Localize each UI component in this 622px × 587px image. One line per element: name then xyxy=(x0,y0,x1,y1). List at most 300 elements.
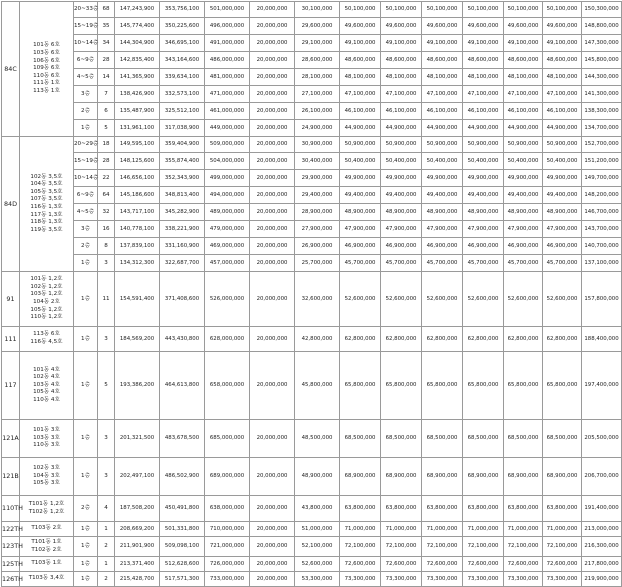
amount-cell: 509,098,100 xyxy=(160,537,205,557)
amount-cell: 50,900,000 xyxy=(340,137,381,153)
amount-cell: 49,600,000 xyxy=(422,18,463,35)
amount-cell: 138,426,900 xyxy=(115,86,160,103)
amount-cell: 42,800,000 xyxy=(295,327,340,352)
dong-line: T101동 1,2호 xyxy=(28,500,65,507)
unit-type: 91 xyxy=(2,272,20,327)
amount-cell: 148,200,000 xyxy=(582,187,622,204)
amount-cell: 49,600,000 xyxy=(504,18,543,35)
amount-cell: 211,901,900 xyxy=(115,537,160,557)
table-row xyxy=(2,103,622,120)
table-row xyxy=(2,557,622,572)
amount-cell: 29,100,000 xyxy=(295,35,340,52)
table-row xyxy=(2,18,622,35)
dong-list xyxy=(20,496,74,522)
dong-line: 107동 3,5호 xyxy=(30,196,63,203)
amount-cell: 27,900,000 xyxy=(295,221,340,238)
table-row xyxy=(2,537,622,557)
household-count-cell: 22 xyxy=(98,170,115,187)
amount-cell: 72,100,000 xyxy=(422,537,463,557)
amount-cell: 25,700,000 xyxy=(295,255,340,272)
amount-cell: 512,628,600 xyxy=(160,557,205,572)
amount-cell: 471,000,000 xyxy=(205,86,250,103)
amount-cell: 317,038,900 xyxy=(160,120,205,137)
amount-cell: 355,874,400 xyxy=(160,153,205,170)
table-row xyxy=(2,420,622,458)
floor-cell: 2층 xyxy=(74,103,98,120)
floor-cell: 1층 xyxy=(74,458,98,496)
amount-cell: 143,717,100 xyxy=(115,204,160,221)
dong-line: 101동 1,2호 xyxy=(30,276,63,283)
floor-cell: 4~5층 xyxy=(74,69,98,86)
amount-cell: 65,800,000 xyxy=(543,352,582,420)
amount-cell: 48,600,000 xyxy=(463,52,504,69)
amount-cell: 32,600,000 xyxy=(295,272,340,327)
amount-cell: 50,400,000 xyxy=(504,153,543,170)
table-row xyxy=(2,327,622,352)
amount-cell: 72,600,000 xyxy=(422,557,463,572)
amount-cell: 50,900,000 xyxy=(543,137,582,153)
floor-cell: 1층 xyxy=(74,557,98,572)
amount-cell: 46,900,000 xyxy=(543,238,582,255)
amount-cell: 49,600,000 xyxy=(381,18,422,35)
floor-cell: 15~19층 xyxy=(74,153,98,170)
amount-cell: 48,600,000 xyxy=(504,52,543,69)
amount-cell: 50,400,000 xyxy=(340,153,381,170)
amount-cell: 346,695,100 xyxy=(160,35,205,52)
amount-cell: 350,225,600 xyxy=(160,18,205,35)
amount-cell: 49,100,000 xyxy=(504,35,543,52)
amount-cell: 52,600,000 xyxy=(340,272,381,327)
amount-cell: 71,000,000 xyxy=(543,522,582,537)
amount-cell: 73,300,000 xyxy=(463,572,504,587)
amount-cell: 348,813,400 xyxy=(160,187,205,204)
amount-cell: 509,000,000 xyxy=(205,137,250,153)
amount-cell: 52,600,000 xyxy=(422,272,463,327)
household-count-cell: 1 xyxy=(98,557,115,572)
amount-cell: 50,400,000 xyxy=(463,153,504,170)
floor-cell: 3층 xyxy=(74,221,98,238)
amount-cell: 149,700,000 xyxy=(582,170,622,187)
amount-cell: 48,100,000 xyxy=(422,69,463,86)
household-count-cell: 35 xyxy=(98,18,115,35)
amount-cell: 20,000,000 xyxy=(250,537,295,557)
amount-cell: 30,400,000 xyxy=(295,153,340,170)
price-table-body xyxy=(2,2,622,587)
amount-cell: 28,900,000 xyxy=(295,204,340,221)
amount-cell: 628,000,000 xyxy=(205,327,250,352)
amount-cell: 208,669,200 xyxy=(115,522,160,537)
amount-cell: 47,900,000 xyxy=(504,221,543,238)
amount-cell: 72,600,000 xyxy=(340,557,381,572)
amount-cell: 49,900,000 xyxy=(543,170,582,187)
amount-cell: 68,900,000 xyxy=(504,458,543,496)
dong-line: 106동 6호 xyxy=(33,57,60,64)
floor-cell: 15~19층 xyxy=(74,18,98,35)
household-count-cell: 3 xyxy=(98,420,115,458)
amount-cell: 20,000,000 xyxy=(250,557,295,572)
household-count-cell: 5 xyxy=(98,352,115,420)
amount-cell: 188,400,000 xyxy=(582,327,622,352)
amount-cell: 685,000,000 xyxy=(205,420,250,458)
floor-cell: 20~29층 xyxy=(74,137,98,153)
amount-cell: 141,300,000 xyxy=(582,86,622,103)
amount-cell: 48,100,000 xyxy=(463,69,504,86)
amount-cell: 144,300,000 xyxy=(582,69,622,86)
amount-cell: 47,100,000 xyxy=(463,86,504,103)
unit-type: 84D xyxy=(2,137,20,272)
amount-cell: 46,100,000 xyxy=(463,103,504,120)
dong-line: 118동 1,3호 xyxy=(30,219,63,226)
table-row xyxy=(2,204,622,221)
amount-cell: 28,600,000 xyxy=(295,52,340,69)
amount-cell: 47,100,000 xyxy=(543,86,582,103)
amount-cell: 187,508,200 xyxy=(115,496,160,522)
amount-cell: 217,800,000 xyxy=(582,557,622,572)
amount-cell: 517,571,300 xyxy=(160,572,205,587)
amount-cell: 479,000,000 xyxy=(205,221,250,238)
amount-cell: 49,400,000 xyxy=(340,187,381,204)
dong-line: 119동 3,5호 xyxy=(30,226,63,233)
amount-cell: 46,900,000 xyxy=(381,238,422,255)
amount-cell: 144,304,900 xyxy=(115,35,160,52)
amount-cell: 48,500,000 xyxy=(295,420,340,458)
floor-cell: 1층 xyxy=(74,420,98,458)
amount-cell: 68,900,000 xyxy=(381,458,422,496)
household-count-cell: 5 xyxy=(98,120,115,137)
dong-list xyxy=(20,352,74,420)
dong-line: 103동 6호 xyxy=(33,50,60,57)
amount-cell: 68,500,000 xyxy=(543,420,582,458)
table-row xyxy=(2,35,622,52)
amount-cell: 457,000,000 xyxy=(205,255,250,272)
amount-cell: 71,000,000 xyxy=(463,522,504,537)
amount-cell: 46,900,000 xyxy=(504,238,543,255)
amount-cell: 47,100,000 xyxy=(340,86,381,103)
amount-cell: 72,600,000 xyxy=(543,557,582,572)
household-count-cell: 2 xyxy=(98,537,115,557)
amount-cell: 359,404,900 xyxy=(160,137,205,153)
household-count-cell: 1 xyxy=(98,522,115,537)
amount-cell: 44,900,000 xyxy=(422,120,463,137)
amount-cell: 50,900,000 xyxy=(504,137,543,153)
amount-cell: 65,800,000 xyxy=(340,352,381,420)
amount-cell: 49,400,000 xyxy=(543,187,582,204)
amount-cell: 62,800,000 xyxy=(340,327,381,352)
household-count-cell: 18 xyxy=(98,137,115,153)
dong-line: 104동 2호 xyxy=(33,299,60,305)
floor-cell: 6~9층 xyxy=(74,52,98,69)
amount-cell: 20,000,000 xyxy=(250,18,295,35)
amount-cell: 72,100,000 xyxy=(543,537,582,557)
amount-cell: 501,000,000 xyxy=(205,2,250,18)
amount-cell: 486,000,000 xyxy=(205,52,250,69)
unit-type: 122TH xyxy=(2,522,20,537)
amount-cell: 501,331,800 xyxy=(160,522,205,537)
amount-cell: 50,400,000 xyxy=(543,153,582,170)
dong-line: 110동 6호 xyxy=(33,72,60,79)
amount-cell: 45,700,000 xyxy=(381,255,422,272)
household-count-cell: 2 xyxy=(98,572,115,587)
amount-cell: 73,300,000 xyxy=(381,572,422,587)
amount-cell: 450,491,800 xyxy=(160,496,205,522)
floor-cell: 4~5층 xyxy=(74,204,98,221)
dong-list xyxy=(20,137,74,272)
amount-cell: 20,000,000 xyxy=(250,522,295,537)
amount-cell: 481,000,000 xyxy=(205,69,250,86)
dong-line: 110동 3호 xyxy=(33,442,60,449)
amount-cell: 63,800,000 xyxy=(463,496,504,522)
amount-cell: 20,000,000 xyxy=(250,35,295,52)
unit-type: 125TH xyxy=(2,557,20,572)
amount-cell: 526,000,000 xyxy=(205,272,250,327)
amount-cell: 44,900,000 xyxy=(340,120,381,137)
amount-cell: 50,100,000 xyxy=(422,2,463,18)
amount-cell: 157,800,000 xyxy=(582,272,622,327)
amount-cell: 48,900,000 xyxy=(504,204,543,221)
amount-cell: 443,430,800 xyxy=(160,327,205,352)
dong-line: 104동 3호 xyxy=(33,472,60,479)
amount-cell: 68,500,000 xyxy=(504,420,543,458)
floor-cell: 6~9층 xyxy=(74,187,98,204)
amount-cell: 50,100,000 xyxy=(340,2,381,18)
amount-cell: 147,300,000 xyxy=(582,35,622,52)
amount-cell: 45,700,000 xyxy=(543,255,582,272)
dong-list xyxy=(20,458,74,496)
table-row xyxy=(2,137,622,153)
amount-cell: 146,656,100 xyxy=(115,170,160,187)
amount-cell: 52,100,000 xyxy=(295,537,340,557)
household-count-cell: 3 xyxy=(98,458,115,496)
amount-cell: 184,569,200 xyxy=(115,327,160,352)
amount-cell: 49,400,000 xyxy=(422,187,463,204)
amount-cell: 44,900,000 xyxy=(543,120,582,137)
dong-line: 113동 1호 xyxy=(33,87,60,94)
amount-cell: 141,365,900 xyxy=(115,69,160,86)
amount-cell: 464,613,800 xyxy=(160,352,205,420)
amount-cell: 449,000,000 xyxy=(205,120,250,137)
amount-cell: 51,000,000 xyxy=(295,522,340,537)
amount-cell: 50,100,000 xyxy=(381,2,422,18)
dong-line: 102동 3호 xyxy=(33,465,60,472)
amount-cell: 150,300,000 xyxy=(582,2,622,18)
amount-cell: 27,100,000 xyxy=(295,86,340,103)
dong-line: T101동 1호 xyxy=(31,538,62,545)
amount-cell: 47,900,000 xyxy=(381,221,422,238)
amount-cell: 49,100,000 xyxy=(543,35,582,52)
amount-cell: 49,100,000 xyxy=(340,35,381,52)
amount-cell: 20,000,000 xyxy=(250,86,295,103)
amount-cell: 72,100,000 xyxy=(381,537,422,557)
amount-cell: 486,502,900 xyxy=(160,458,205,496)
amount-cell: 191,400,000 xyxy=(582,496,622,522)
amount-cell: 726,000,000 xyxy=(205,557,250,572)
dong-line: 102동 3,5호 xyxy=(30,173,63,180)
floor-cell: 10~14층 xyxy=(74,170,98,187)
dong-line: 102동 4호 xyxy=(33,374,60,381)
amount-cell: 47,900,000 xyxy=(340,221,381,238)
unit-type: 117 xyxy=(2,352,20,420)
amount-cell: 20,000,000 xyxy=(250,255,295,272)
floor-cell: 1층 xyxy=(74,272,98,327)
dong-line: 105동 1,2호 xyxy=(30,306,63,313)
table-row xyxy=(2,572,622,587)
amount-cell: 71,000,000 xyxy=(381,522,422,537)
amount-cell: 483,678,500 xyxy=(160,420,205,458)
amount-cell: 52,600,000 xyxy=(543,272,582,327)
amount-cell: 20,000,000 xyxy=(250,327,295,352)
dong-list xyxy=(20,327,74,352)
dong-line: T103동 2호 xyxy=(31,525,62,532)
amount-cell: 20,000,000 xyxy=(250,496,295,522)
amount-cell: 72,600,000 xyxy=(381,557,422,572)
amount-cell: 52,600,000 xyxy=(381,272,422,327)
amount-cell: 49,100,000 xyxy=(422,35,463,52)
amount-cell: 50,900,000 xyxy=(422,137,463,153)
amount-cell: 48,900,000 xyxy=(422,204,463,221)
amount-cell: 29,900,000 xyxy=(295,170,340,187)
dong-line: 110동 4호 xyxy=(33,396,60,403)
floor-cell: 2층 xyxy=(74,496,98,522)
dong-list xyxy=(20,557,74,572)
amount-cell: 63,800,000 xyxy=(422,496,463,522)
amount-cell: 504,000,000 xyxy=(205,153,250,170)
floor-cell: 10~14층 xyxy=(74,35,98,52)
amount-cell: 47,900,000 xyxy=(543,221,582,238)
table-row xyxy=(2,52,622,69)
floor-cell: 3층 xyxy=(74,86,98,103)
amount-cell: 72,100,000 xyxy=(340,537,381,557)
amount-cell: 62,800,000 xyxy=(543,327,582,352)
unit-type: 121A xyxy=(2,420,20,458)
amount-cell: 65,800,000 xyxy=(504,352,543,420)
amount-cell: 499,000,000 xyxy=(205,170,250,187)
amount-cell: 213,371,400 xyxy=(115,557,160,572)
table-row xyxy=(2,170,622,187)
amount-cell: 149,595,100 xyxy=(115,137,160,153)
amount-cell: 65,800,000 xyxy=(381,352,422,420)
dong-line: 117동 1,3호 xyxy=(30,211,63,218)
amount-cell: 134,312,300 xyxy=(115,255,160,272)
dong-line: 101동 3호 xyxy=(33,427,60,434)
amount-cell: 49,400,000 xyxy=(504,187,543,204)
amount-cell: 72,100,000 xyxy=(504,537,543,557)
unit-type: 126TH xyxy=(2,572,20,587)
floor-cell: 1층 xyxy=(74,572,98,587)
floor-cell: 20~33층 xyxy=(74,2,98,18)
amount-cell: 20,000,000 xyxy=(250,238,295,255)
amount-cell: 20,000,000 xyxy=(250,170,295,187)
amount-cell: 352,343,900 xyxy=(160,170,205,187)
amount-cell: 52,600,000 xyxy=(504,272,543,327)
dong-line: 113동 6호 xyxy=(33,331,60,338)
amount-cell: 50,100,000 xyxy=(543,2,582,18)
dong-line: T103동 3,4호 xyxy=(28,575,65,582)
amount-cell: 733,000,000 xyxy=(205,572,250,587)
dong-line: 104동 3,5호 xyxy=(30,181,63,188)
amount-cell: 68,500,000 xyxy=(381,420,422,458)
amount-cell: 331,160,900 xyxy=(160,238,205,255)
amount-cell: 489,000,000 xyxy=(205,204,250,221)
household-count-cell: 16 xyxy=(98,221,115,238)
household-count-cell: 3 xyxy=(98,255,115,272)
amount-cell: 20,000,000 xyxy=(250,120,295,137)
table-row xyxy=(2,2,622,18)
unit-type: 121B xyxy=(2,458,20,496)
amount-cell: 48,900,000 xyxy=(543,204,582,221)
dong-line: 110동 1,2호 xyxy=(30,314,63,321)
amount-cell: 62,800,000 xyxy=(463,327,504,352)
amount-cell: 332,573,100 xyxy=(160,86,205,103)
unit-type: 111 xyxy=(2,327,20,352)
amount-cell: 20,000,000 xyxy=(250,420,295,458)
table-row xyxy=(2,187,622,204)
amount-cell: 48,900,000 xyxy=(381,204,422,221)
amount-cell: 47,900,000 xyxy=(422,221,463,238)
household-count-cell: 34 xyxy=(98,35,115,52)
amount-cell: 469,000,000 xyxy=(205,238,250,255)
table-row xyxy=(2,221,622,238)
amount-cell: 148,800,000 xyxy=(582,18,622,35)
amount-cell: 20,000,000 xyxy=(250,187,295,204)
amount-cell: 49,400,000 xyxy=(381,187,422,204)
household-count-cell: 4 xyxy=(98,496,115,522)
table-row xyxy=(2,272,622,327)
amount-cell: 353,756,100 xyxy=(160,2,205,18)
amount-cell: 45,700,000 xyxy=(463,255,504,272)
floor-cell: 1층 xyxy=(74,120,98,137)
amount-cell: 143,700,000 xyxy=(582,221,622,238)
amount-cell: 48,900,000 xyxy=(463,204,504,221)
dong-line: 103동 1,2호 xyxy=(30,291,63,298)
amount-cell: 20,000,000 xyxy=(250,221,295,238)
dong-list xyxy=(20,2,74,137)
amount-cell: 138,300,000 xyxy=(582,103,622,120)
amount-cell: 48,100,000 xyxy=(381,69,422,86)
amount-cell: 151,200,000 xyxy=(582,153,622,170)
amount-cell: 48,100,000 xyxy=(543,69,582,86)
amount-cell: 49,900,000 xyxy=(463,170,504,187)
dong-line: T102동 1,2호 xyxy=(28,508,65,515)
floor-cell: 1층 xyxy=(74,352,98,420)
amount-cell: 142,835,400 xyxy=(115,52,160,69)
amount-cell: 20,000,000 xyxy=(250,272,295,327)
amount-cell: 689,000,000 xyxy=(205,458,250,496)
dong-line: 105동 3호 xyxy=(33,480,60,487)
amount-cell: 46,100,000 xyxy=(504,103,543,120)
amount-cell: 371,408,600 xyxy=(160,272,205,327)
amount-cell: 49,900,000 xyxy=(340,170,381,187)
amount-cell: 68,900,000 xyxy=(340,458,381,496)
amount-cell: 47,100,000 xyxy=(381,86,422,103)
amount-cell: 28,100,000 xyxy=(295,69,340,86)
amount-cell: 325,512,100 xyxy=(160,103,205,120)
amount-cell: 50,900,000 xyxy=(381,137,422,153)
amount-cell: 219,900,000 xyxy=(582,572,622,587)
amount-cell: 137,839,100 xyxy=(115,238,160,255)
amount-cell: 137,100,000 xyxy=(582,255,622,272)
amount-cell: 49,400,000 xyxy=(463,187,504,204)
dong-line: 109동 6호 xyxy=(33,65,60,72)
amount-cell: 46,100,000 xyxy=(381,103,422,120)
amount-cell: 20,000,000 xyxy=(250,458,295,496)
amount-cell: 45,700,000 xyxy=(504,255,543,272)
amount-cell: 49,900,000 xyxy=(504,170,543,187)
amount-cell: 49,100,000 xyxy=(381,35,422,52)
table-row xyxy=(2,69,622,86)
amount-cell: 47,100,000 xyxy=(504,86,543,103)
dong-line: 111동 1호 xyxy=(33,80,60,87)
amount-cell: 145,774,400 xyxy=(115,18,160,35)
